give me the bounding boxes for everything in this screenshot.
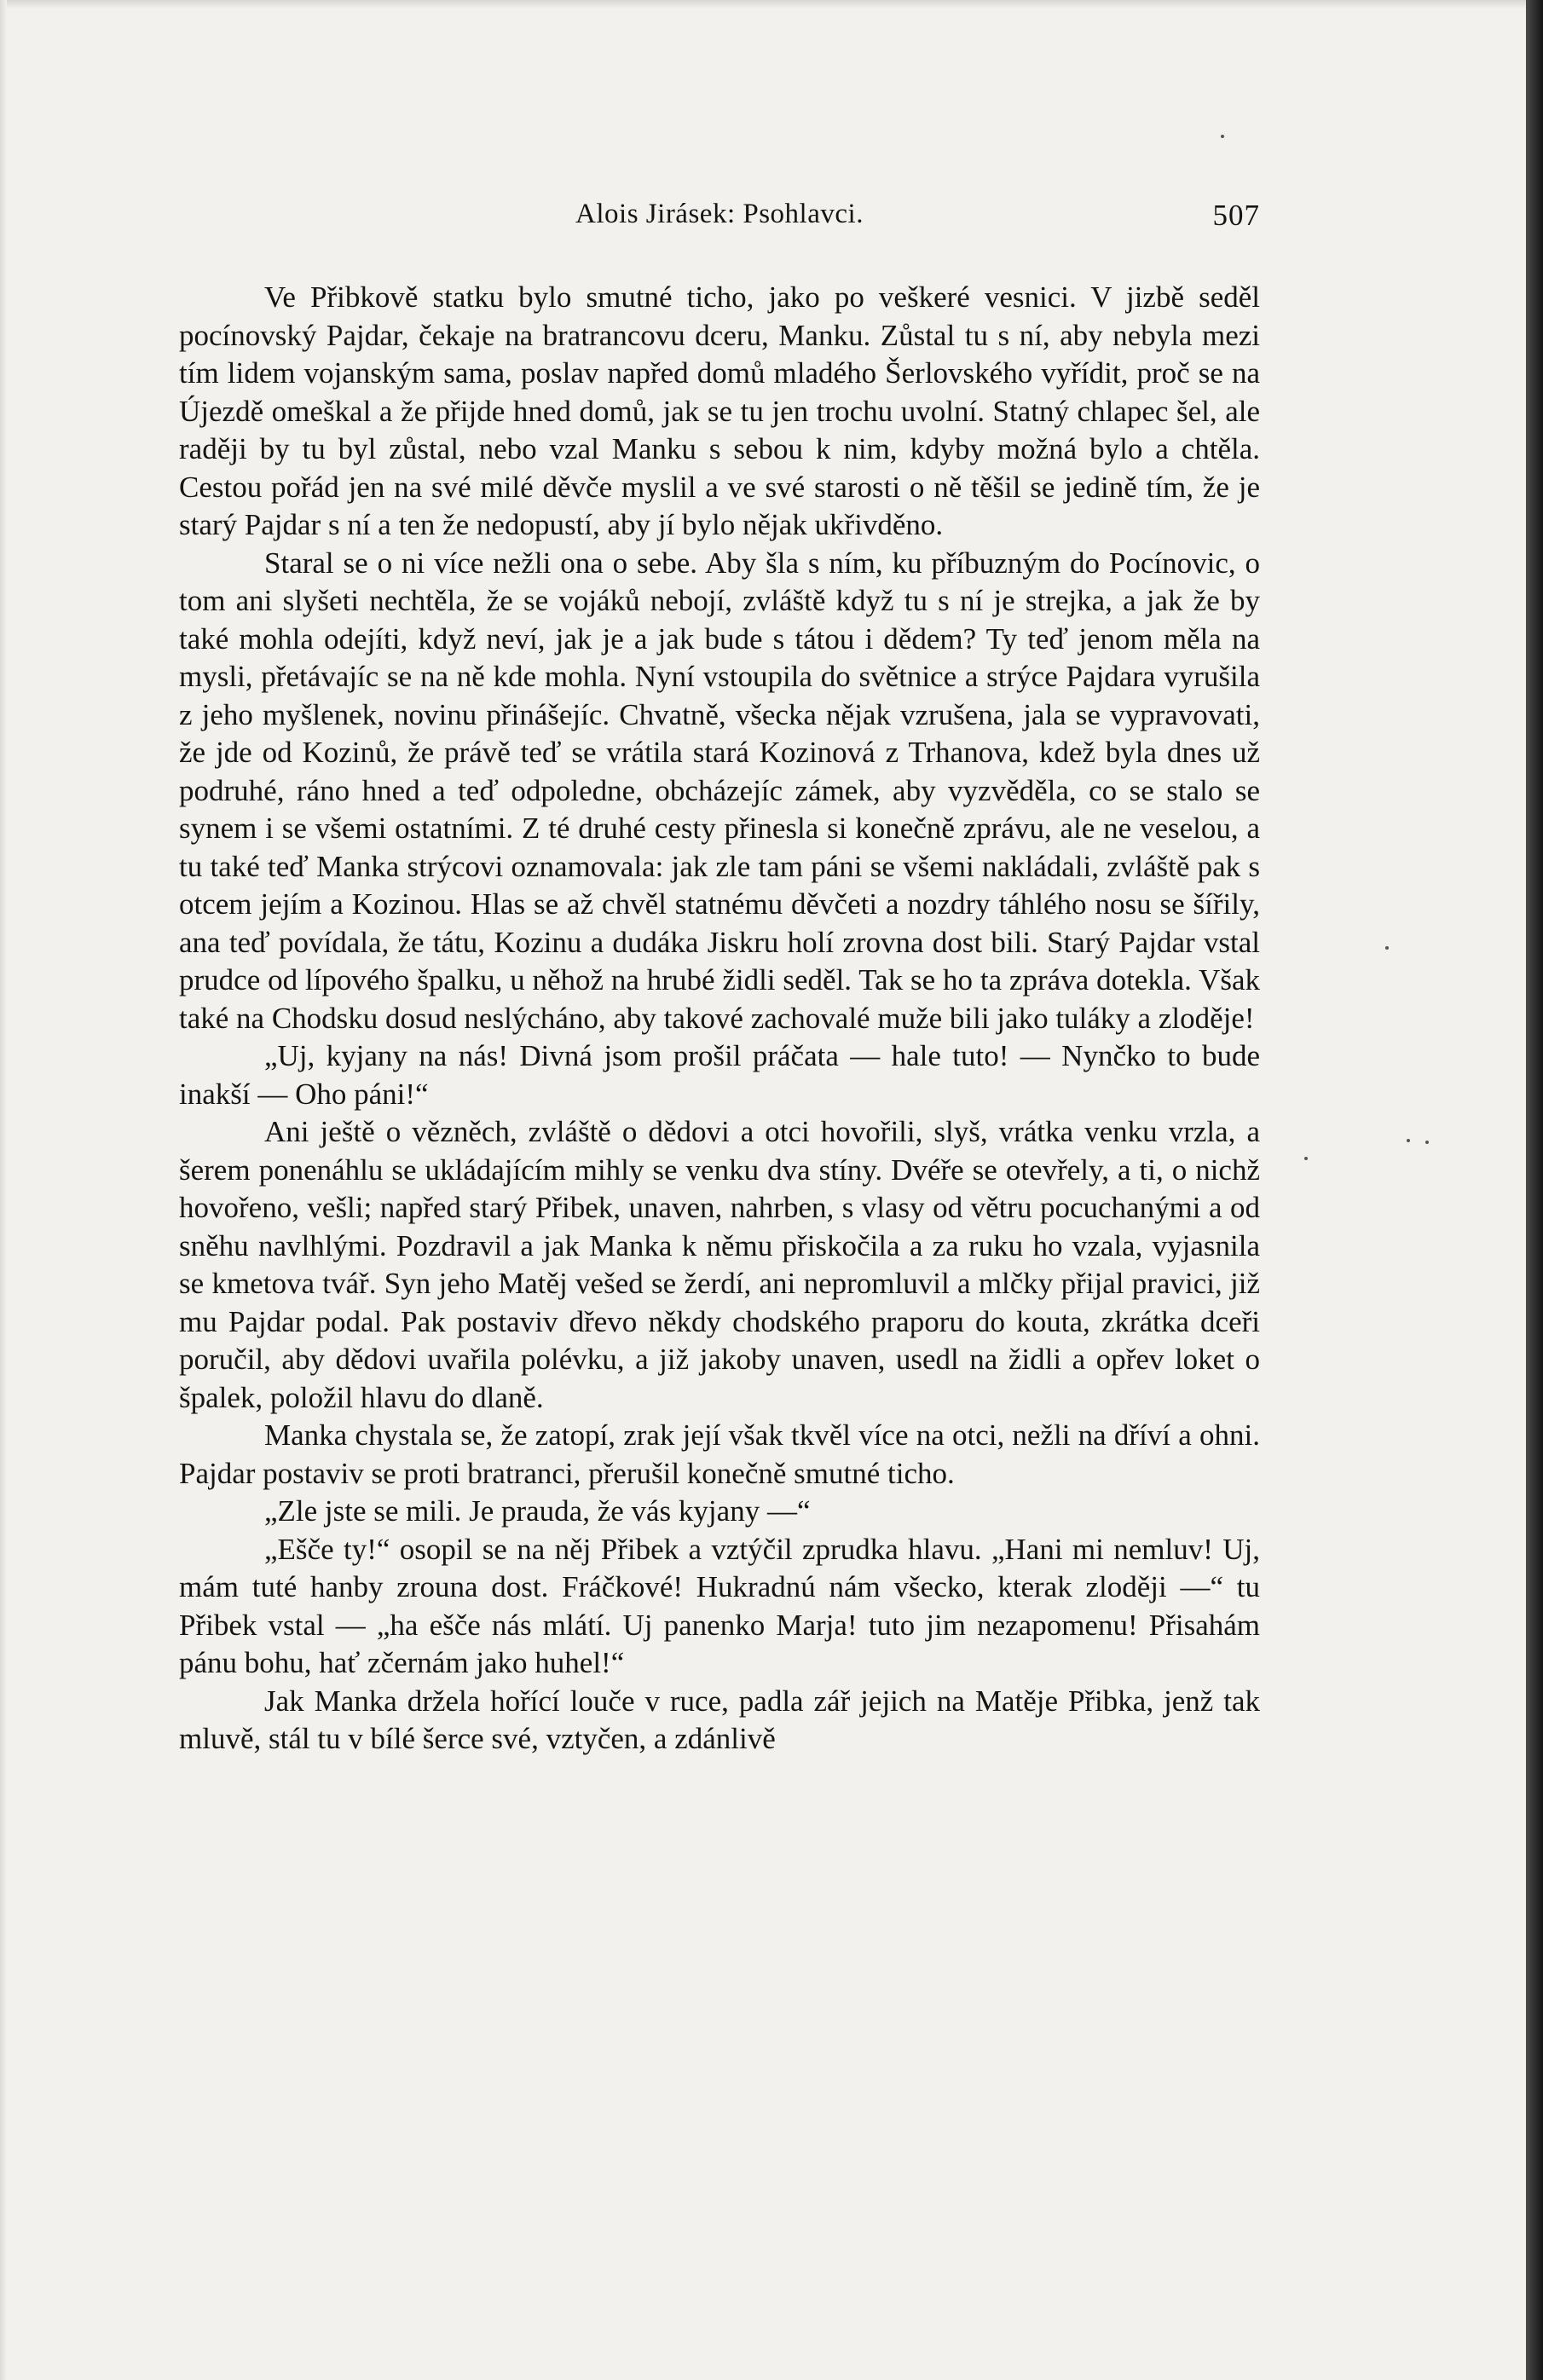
paragraph: „Zle jste se mili. Je prauda, že vás kyjany —“ [264, 1494, 811, 1528]
body-text [179, 279, 1260, 1759]
running-title: Alois Jirásek: Psohlavci. [575, 199, 864, 229]
scan-left-edge [0, 0, 7, 2380]
page-header [179, 199, 1260, 241]
dust-speck [1407, 1139, 1410, 1142]
paragraph: Ani ještě o vězněch, zvláště o dědovi a otci hovořili, slyš, vrátka venku vrzla, a šerem ponenáhlu se ukládajícím mihly se venku dva stíny. Dvéře se otevřely, a ti, o nichž hovořeno, vešli; napřed starý Přibek, unaven, nahrben, s vlasy od větru pocuchanými a od sněhu navlhlými. Pozdravil a jak Manka k němu přiskočila a za ruku ho vzala, vyjasnila se kmetova tvář. Syn jeho Matěj vešed se žerdí, ani nepromluvil a mlčky přijal pravici, již mu Pajdar podal. Pak postaviv dřevo někdy chodského praporu do kouta, zkrátka dceři poručil, aby dědovi uvařila polévku, a již jakoby unaven, usedl na židli a opřev loket o špalek, položil hlavu do dlaně. [179, 1115, 1260, 1414]
page-number: 507 [1212, 199, 1260, 232]
paragraph: Staral se o ni více nežli ona o sebe. Aby šla s ním, ku příbuzným do Pocínovic, o tom ani slyšeti nechtěla, že se vojáků nebojí, zvláště když tu s ní je strejka, a jak že by také mohla odejíti, když neví, jak je a jak bude s tátou i dědem? Ty teď jenom měla na mysli, přetávajíc se na ně kde mohla. Nyní vstoupila do světnice a strýce Pajdara vyrušila z jeho myšlenek, novinu přinášejíc. Chvatně, všecka nějak vzrušena, jala se vypravovati, že jde od Kozinů, že právě teď se vrátila stará Kozinová z Trhanova, kdež byla dnes už podruhé, ráno hned a teď odpoledne, obcházejíc zámek, aby vyzvěděla, co se stalo se synem i se všemi ostatními. Z té druhé cesty přinesla si konečně zprávu, ale ne veselou, a tu také teď Manka strýcovi oznamovala: jak zle tam páni se všemi nakládali, zvláště pak s otcem jejím a Kozinou. Hlas se až chvěl statnému děvčeti a nozdry táhlého nosu se šířily, ana teď povídala, že tátu, Kozinu a dudáka Jiskru holí zrovna dost bili. Starý Pajdar vstal prudce od lípového špalku, u něhož na hrubé židli seděl. Tak se ho ta zpráva dotekla. Však také na Chodsku dosud neslýcháno, aby takové zachovalé muže bili jako tuláky a zloděje! [179, 546, 1260, 1035]
paragraph: Manka chystala se, že zatopí, zrak její však tkvěl více na otci, nežli na dříví a ohni. Pajdar postaviv se proti bratranci, přerušil konečně smutné ticho. [179, 1418, 1260, 1490]
scan-top-edge [0, 0, 1543, 9]
paragraph: Jak Manka držela hořící louče v ruce, padla zář jejich na Matěje Přibka, jenž tak mluvě, stál tu v bílé šerce své, vztyčen, a zdánlivě [179, 1684, 1260, 1755]
dust-speck [1385, 946, 1389, 950]
dust-speck [1425, 1141, 1429, 1144]
dust-speck [1221, 135, 1224, 138]
paragraph: „Uj, kyjany na nás! Divná jsom prošil práčata — hale tuto! — Nynčko to bude inakší — Oho páni!“ [179, 1039, 1260, 1111]
scanner-shadow-edge [1526, 0, 1543, 2380]
dust-speck [1304, 1157, 1308, 1160]
paragraph: Ve Přibkově statku bylo smutné ticho, jako po veškeré vesnici. V jizbě seděl pocínovský Pajdar, čekaje na bratrancovu dceru, Manku. Zůstal tu s ní, aby nebyla mezi tím lidem vojanským sama, poslav napřed domů mladého Šerlovského vyřídit, proč se na Újezdě omeškal a že přijde hned domů, jak se tu jen trochu uvolní. Statný chlapec šel, ale raději by tu byl zůstal, nebo vzal Manku s sebou k nim, kdyby možná bylo a chtěla. Cestou pořád jen na své milé děvče myslil a ve své starosti o ně těšil se jedině tím, že je starý Pajdar s ní a ten že nedopustí, aby jí bylo nějak ukřivděno. [179, 280, 1260, 541]
paragraph: „Ešče ty!“ osopil se na něj Přibek a vztýčil zprudka hlavu. „Hani mi nemluv! Uj, mám tuté hanby zrouna dost. Fráčkové! Hukradnú nám všecko, kterak zloději —“ tu Přibek vstal — „ha ešče nás mlátí. Uj panenko Marja! tuto jim nezapomenu! Přisahám pánu bohu, hať zčernám jako huhel!“ [179, 1532, 1260, 1679]
